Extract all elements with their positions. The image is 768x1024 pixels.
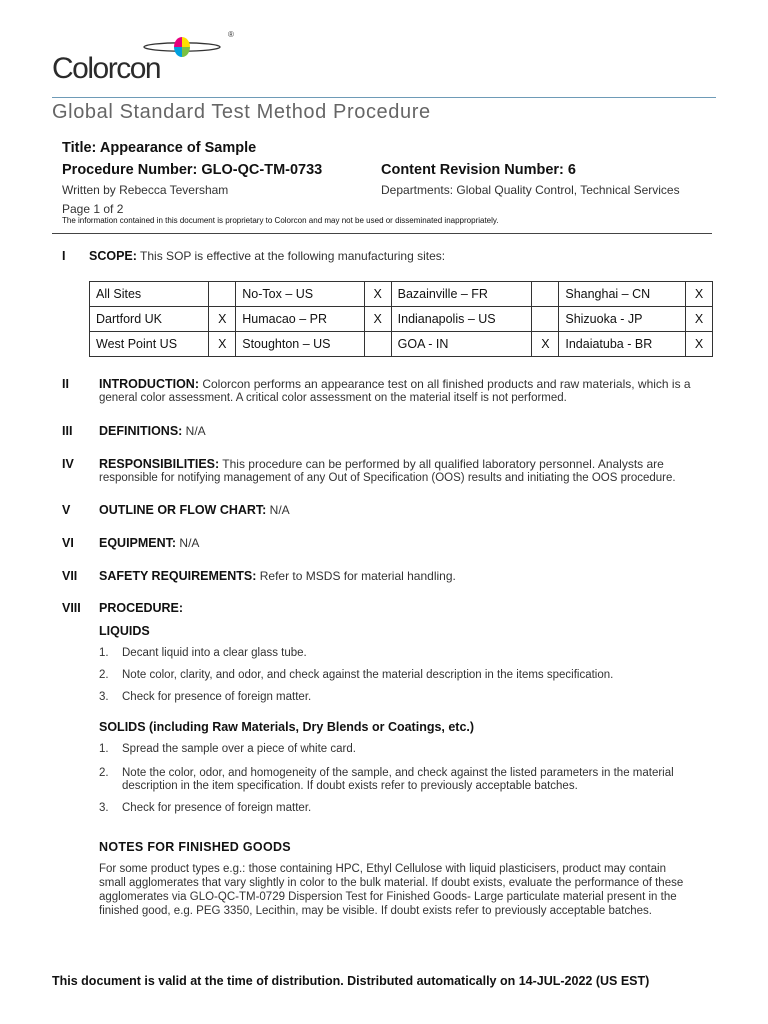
logo-wordmark: Colorcon — [52, 52, 161, 85]
site-name-cell: Indaiatuba - BR — [559, 332, 686, 357]
header-divider — [52, 97, 716, 98]
section-number: IV — [62, 457, 74, 471]
document-heading: Global Standard Test Method Procedure — [52, 101, 431, 123]
step-number: 2. — [99, 669, 109, 681]
sites-table-row — [90, 332, 713, 357]
site-mark-cell — [364, 332, 391, 357]
section-text: N/A — [182, 424, 206, 438]
written-by: Written by Rebecca Teversham — [62, 183, 229, 197]
section-label: SCOPE: — [89, 249, 137, 263]
step-text: Note the color, odor, and homogeneity of the sample, and check against the listed parameters in the material — [122, 767, 674, 779]
departments: Departments: Global Quality Control, Technical Services — [381, 183, 680, 197]
section-label: EQUIPMENT: — [99, 536, 177, 550]
site-name-cell: Stoughton – US — [236, 332, 364, 357]
site-mark-cell: X — [364, 307, 391, 332]
section-number: III — [62, 424, 73, 438]
site-mark-cell: X — [209, 307, 236, 332]
distribution-footer: This document is valid at the time of distribution. Distributed automatically on 14-JUL-2022 (US EST) — [52, 974, 650, 988]
introduction-section — [99, 377, 719, 391]
site-mark-cell: X — [686, 307, 713, 332]
scope-section — [89, 249, 445, 263]
responsibilities-section — [99, 457, 719, 471]
site-name-cell: Indianapolis – US — [391, 307, 532, 332]
section-number: II — [62, 377, 69, 391]
site-name-cell: Shizuoka - JP — [559, 307, 686, 332]
site-mark-cell — [532, 307, 559, 332]
procedure-title: Title: Appearance of Sample — [62, 140, 257, 156]
step-text: Check for presence of foreign matter. — [122, 691, 312, 703]
section-number: VI — [62, 536, 74, 550]
step-number: 2. — [99, 767, 109, 779]
proprietary-notice: The information contained in this document is proprietary to Colorcon and may not be used or disseminated inappropriately. — [62, 216, 499, 225]
section-label: SAFETY REQUIREMENTS: — [99, 569, 257, 583]
definitions-section — [99, 424, 206, 438]
equipment-section — [99, 536, 199, 550]
sites-table-row — [90, 307, 713, 332]
site-name-cell: Shanghai – CN — [559, 282, 686, 307]
content-revision-number: Content Revision Number: 6 — [381, 162, 576, 178]
sites-table-row — [90, 282, 713, 307]
section-text: N/A — [266, 503, 290, 517]
section-label: PROCEDURE: — [99, 601, 184, 615]
section-text: Refer to MSDS for material handling. — [256, 569, 456, 583]
site-name-cell: All Sites — [90, 282, 209, 307]
page-indicator: Page 1 of 2 — [62, 202, 124, 216]
site-name-cell: Dartford UK — [90, 307, 209, 332]
notes-line: agglomerates via GLO-QC-TM-0729 Dispersion Test for Finished Goods- Large particulate material present in the — [99, 891, 677, 903]
site-mark-cell: X — [686, 332, 713, 357]
section-text-continued: responsible for notifying management of any Out of Specification (OOS) results and initiating the OOS procedure. — [99, 472, 676, 484]
notes-line: small agglomerates that vary slightly in color to the bulk material. If doubt exists, evaluate the performance of these — [99, 877, 684, 889]
step-number: 1. — [99, 743, 109, 755]
site-mark-cell — [209, 282, 236, 307]
section-number: VII — [62, 569, 78, 583]
section-label: OUTLINE OR FLOW CHART: — [99, 503, 267, 517]
step-text: Note color, clarity, and odor, and check against the material description in the items specification. — [122, 669, 614, 681]
section-text-continued: general color assessment. A critical color assessment on the material itself is not performed. — [99, 392, 567, 404]
outline-section — [99, 503, 290, 517]
section-label: INTRODUCTION: — [99, 377, 199, 391]
step-text-continued: description in the item specification. If doubt exists refer to previously acceptable batches. — [122, 780, 578, 792]
sites-table — [89, 281, 713, 357]
safety-section — [99, 569, 456, 583]
site-name-cell: No-Tox – US — [236, 282, 364, 307]
section-number: I — [62, 249, 66, 263]
section-text: This procedure can be performed by all qualified laboratory personnel. Analysts are — [219, 457, 664, 471]
procedure-section — [99, 601, 183, 615]
step-number: 3. — [99, 802, 109, 814]
site-name-cell: Bazainville – FR — [391, 282, 532, 307]
notes-heading: NOTES FOR FINISHED GOODS — [99, 840, 291, 854]
site-name-cell: Humacao – PR — [236, 307, 364, 332]
site-name-cell: West Point US — [90, 332, 209, 357]
section-label: DEFINITIONS: — [99, 424, 183, 438]
section-text: Colorcon performs an appearance test on all finished products and raw materials, which is a — [199, 377, 691, 391]
procedure-number: Procedure Number: GLO-QC-TM-0733 — [62, 162, 323, 178]
site-mark-cell: X — [209, 332, 236, 357]
registered-mark: ® — [228, 30, 234, 39]
section-divider — [52, 233, 712, 234]
section-text: This SOP is effective at the following manufacturing sites: — [136, 249, 446, 263]
site-mark-cell: X — [532, 332, 559, 357]
site-mark-cell: X — [364, 282, 391, 307]
notes-line: finished good, e.g. PEG 3350, Lecithin, may be visible. If doubt exists refer to previously acceptable batches. — [99, 905, 652, 917]
colorcon-logo — [52, 30, 232, 90]
solids-heading: SOLIDS (including Raw Materials, Dry Blends or Coatings, etc.) — [99, 720, 475, 734]
site-name-cell: GOA - IN — [391, 332, 532, 357]
site-mark-cell — [532, 282, 559, 307]
notes-line: For some product types e.g.: those containing HPC, Ethyl Cellulose with liquid plasticisers, product may contain — [99, 863, 666, 875]
section-label: RESPONSIBILITIES: — [99, 457, 220, 471]
step-text: Spread the sample over a piece of white card. — [122, 743, 356, 755]
liquids-heading: LIQUIDS — [99, 624, 150, 638]
step-number: 3. — [99, 691, 109, 703]
step-number: 1. — [99, 647, 109, 659]
step-text: Check for presence of foreign matter. — [122, 802, 312, 814]
section-number: V — [62, 503, 71, 517]
step-text: Decant liquid into a clear glass tube. — [122, 647, 307, 659]
section-number: VIII — [62, 601, 81, 615]
site-mark-cell: X — [686, 282, 713, 307]
section-text: N/A — [176, 536, 200, 550]
